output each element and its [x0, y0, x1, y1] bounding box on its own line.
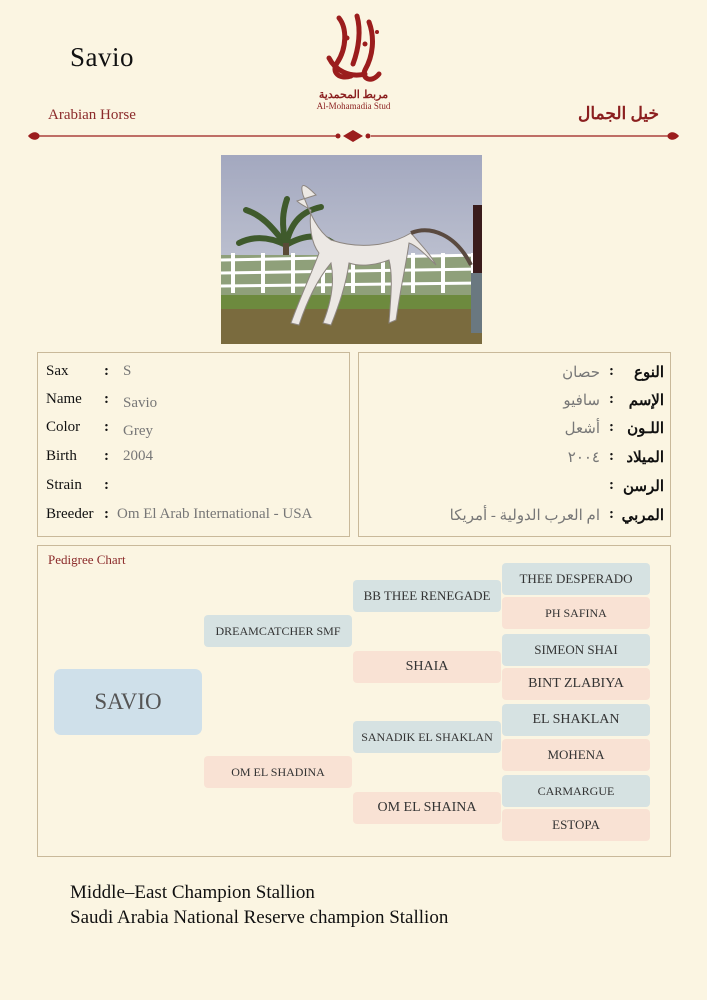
field-label: الرسن	[622, 479, 664, 495]
pedigree-gen3-item: ESTOPA	[502, 809, 650, 841]
field-label: Sax	[46, 363, 69, 379]
field-label: Birth	[46, 448, 77, 464]
calligraphy-logo-icon	[319, 8, 389, 90]
field-value: Savio	[123, 395, 158, 411]
pedigree-gen3-item: MOHENA	[502, 739, 650, 771]
field-label: اللـون	[627, 421, 664, 437]
pedigree-sire-sire: BB THEE RENEGADE	[353, 580, 501, 612]
field-colon: :	[104, 506, 109, 522]
page-title: Savio	[70, 42, 135, 72]
pedigree-gen3-item: BINT ZLABIYA	[502, 668, 650, 700]
stud-logo	[300, 8, 407, 123]
pedigree-sire: DREAMCATCHER SMF	[204, 615, 352, 647]
field-colon: :	[609, 506, 614, 522]
field-colon: :	[104, 419, 109, 435]
pedigree-gen3-item: SIMEON SHAI	[502, 634, 650, 666]
info-row-ar-name	[359, 391, 672, 413]
pedigree-root: SAVIO	[54, 669, 202, 735]
field-value: Om El Arab International - USA	[117, 506, 313, 522]
logo-arabic-text: مربط المحمدية	[318, 89, 389, 101]
field-colon: :	[104, 477, 109, 493]
field-colon: :	[609, 448, 614, 464]
pedigree-dam: OM EL SHADINA	[204, 756, 352, 788]
info-row-ar-strain	[359, 477, 672, 499]
info-row-ar-color	[359, 419, 672, 441]
horse-photo	[221, 155, 482, 344]
pedigree-gen3-item: EL SHAKLAN	[502, 704, 650, 736]
field-value: أشعل	[564, 421, 600, 437]
achievement-line: Middle–East Champion Stallion	[70, 882, 315, 903]
pedigree-chart	[37, 545, 671, 857]
field-value: Grey	[123, 423, 153, 439]
pedigree-dam-sire: SANADIK EL SHAKLAN	[353, 721, 501, 753]
pedigree-gen3-item: THEE DESPERADO	[502, 563, 650, 595]
logo-english-text: Al-Mohamadia Stud	[316, 101, 391, 111]
subtitle-english: Arabian Horse	[48, 107, 136, 123]
info-row-ar-birth	[359, 448, 672, 470]
field-label: الإسم	[628, 393, 664, 409]
field-colon: :	[609, 391, 614, 407]
field-value: S	[123, 363, 132, 379]
field-value: سافيو	[563, 393, 600, 409]
achievements	[70, 880, 448, 930]
field-value: ام العرب الدولية - أمريكا	[449, 508, 600, 524]
ornamental-divider	[26, 129, 681, 143]
achievement-line: Saudi Arabia National Reserve champion Stallion	[70, 907, 449, 928]
info-row-ar-breeder	[359, 506, 672, 528]
field-label: Strain	[46, 477, 82, 493]
field-label: Breeder	[46, 506, 94, 522]
info-panel-arabic	[358, 352, 671, 537]
pedigree-gen3-item: CARMARGUE	[502, 775, 650, 807]
pedigree-sire-dam: SHAIA	[353, 651, 501, 683]
field-value: ٢٠٠٤	[567, 450, 600, 466]
field-colon: :	[104, 391, 109, 407]
field-colon: :	[104, 363, 109, 379]
field-label: المربي	[621, 508, 664, 524]
info-panel-english	[37, 352, 350, 537]
field-value: حصان	[562, 365, 600, 381]
pedigree-dam-dam: OM EL SHAINA	[353, 792, 501, 824]
field-value: 2004	[123, 448, 153, 464]
field-colon: :	[609, 477, 614, 493]
info-row-ar-type	[359, 363, 672, 385]
pedigree-title: Pedigree Chart	[48, 552, 126, 567]
field-colon: :	[609, 363, 614, 379]
field-label: Color	[46, 419, 81, 435]
field-colon: :	[609, 419, 614, 435]
field-label: الميلاد	[626, 450, 664, 466]
subtitle-arabic: خيل الجمال	[578, 104, 659, 123]
field-label: النوع	[634, 365, 664, 381]
field-label: Name	[46, 391, 82, 407]
field-colon: :	[104, 448, 109, 464]
pedigree-gen3-item: PH SAFINA	[502, 597, 650, 629]
